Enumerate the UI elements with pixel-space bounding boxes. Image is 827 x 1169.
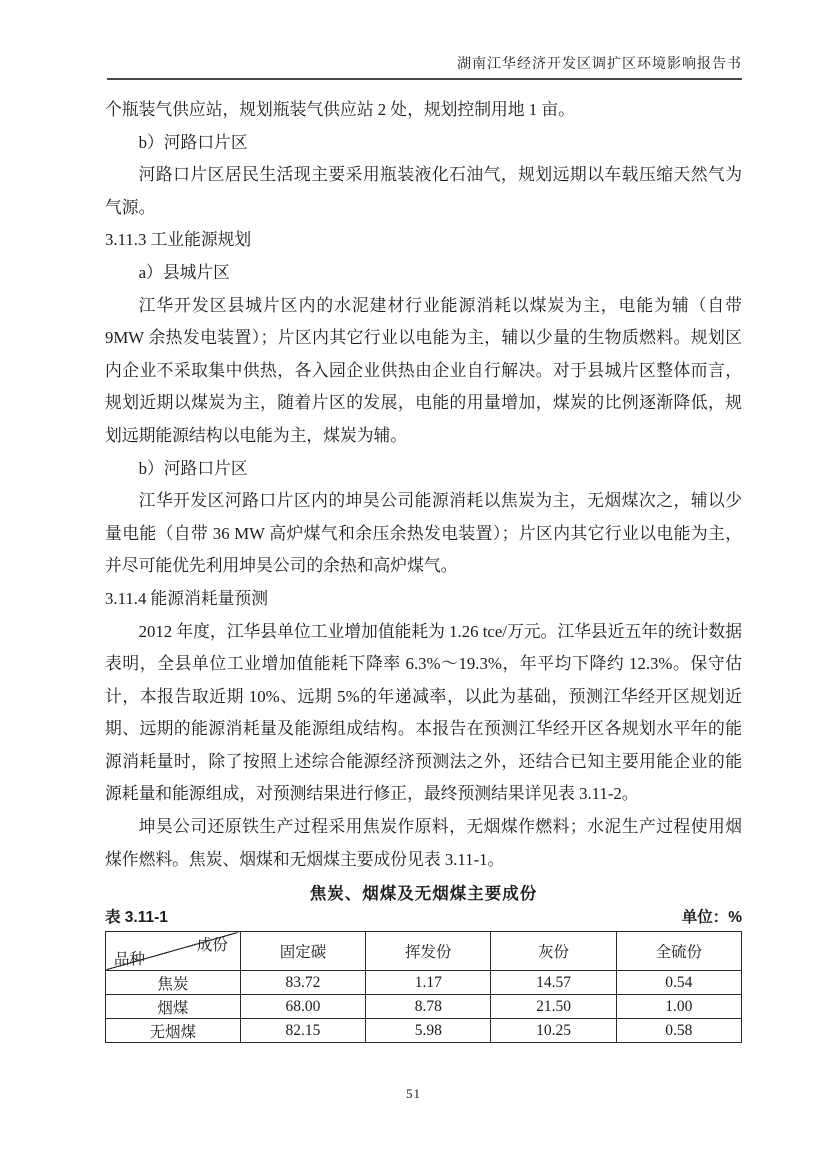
subsection-heading-b-1: b）河路口片区: [138, 132, 248, 152]
column-header-sulfur: 全硫份: [616, 932, 741, 971]
column-header-ash: 灰份: [491, 932, 616, 971]
table-caption-row: [105, 908, 742, 928]
table-header-row: [106, 932, 742, 971]
table-label: 表 3.11-1: [105, 909, 168, 927]
cell-value: 10.25: [491, 1019, 616, 1043]
cell-value: 21.50: [491, 995, 616, 1019]
paragraph-heluokou-industry: 江华开发区河路口片区内的坤昊公司能源消耗以焦炭为主，无烟煤次之，辅以少量电能（自带 36 MW 高炉煤气和余压余热发电装置）；片区内其它行业以电能为主，并尽可能优先利用坤昊公司的余热和高炉煤气。: [105, 491, 742, 576]
composition-table: [105, 931, 742, 1043]
paragraph-heluokou-residential: 河路口片区居民生活现主要采用瓶装液化石油气，规划远期以车载压缩天然气为气源。: [105, 165, 742, 217]
cell-value: 1.00: [616, 995, 741, 1019]
paragraph-continuation: 个瓶装气供应站，规划瓶装气供应站 2 处，规划控制用地 1 亩。: [105, 100, 575, 119]
document-content: [105, 94, 742, 1043]
paragraph-coal-composition: 坤昊公司还原铁生产过程采用焦炭作原料，无烟煤作燃料；水泥生产过程使用烟煤作燃料。焦炭、烟煤和无烟煤主要成份见表 3.11-1。: [105, 817, 742, 869]
corner-label-variety: 品种: [114, 951, 146, 969]
table-row: [106, 995, 742, 1019]
cell-value: 83.72: [240, 971, 365, 995]
row-label: 烟煤: [106, 995, 241, 1019]
cell-value: 8.78: [366, 995, 491, 1019]
section-heading-3-11-4: 3.11.4 能源消耗量预测: [105, 588, 268, 608]
row-label: 焦炭: [106, 971, 241, 995]
corner-label-component: 成份: [196, 937, 228, 955]
column-header-volatile: 挥发份: [366, 932, 491, 971]
table-row: [106, 971, 742, 995]
cell-value: 82.15: [240, 1019, 365, 1043]
subsection-heading-b-2: b）河路口片区: [138, 458, 248, 478]
page-number: 51: [406, 1086, 421, 1101]
column-header-fixed-carbon: 固定碳: [240, 932, 365, 971]
section-heading-3-11-3: 3.11.3 工业能源规划: [105, 230, 252, 250]
cell-value: 1.17: [366, 971, 491, 995]
row-label: 无烟煤: [106, 1019, 241, 1043]
header-title: 湖南江华经济开发区调扩区环境影响报告书: [457, 57, 742, 72]
cell-value: 0.54: [616, 971, 741, 995]
paragraph-energy-forecast: 2012 年度，江华县单位工业增加值能耗为 1.26 tce/万元。江华县近五年的统计数据表明，全县单位工业增加值能耗下降率 6.3%～19.3%，年平均下降约 12.3%。保守估计，本报告取近期 10%、远期 5%的年递减率，以此为基础，预测江华经开区规划近期、远期的能源消耗量及能源组成结构。本报告在预测江华经开区各规划水平年的能源消耗量时，除了按照上述综合能源经济预测法之外，还结合已知主要用能企业的能源耗量和能源组成，对预测结果进行修正，最终预测结果详见表 3.11-2。: [105, 621, 742, 804]
table-unit-label: 单位：%: [681, 909, 742, 927]
page-header: [107, 56, 742, 80]
subsection-heading-a: a）县城片区: [138, 262, 230, 282]
table-title: 焦炭、烟煤及无烟煤主要成份: [309, 885, 538, 904]
cell-value: 0.58: [616, 1019, 741, 1043]
cell-value: 5.98: [366, 1019, 491, 1043]
table-row: [106, 1019, 742, 1043]
cell-value: 68.00: [240, 995, 365, 1019]
corner-cell: [106, 932, 241, 971]
paragraph-county-energy: 江华开发区县城片区内的水泥建材行业能源消耗以煤炭为主，电能为辅（自带 9MW 余热发电装置）；片区内其它行业以电能为主，辅以少量的生物质燃料。规划区内企业不采取集中供热，各入园企业供热由企业自行解决。对于县城片区整体而言，规划近期以煤炭为主，随着片区的发展，电能的用量增加，煤炭的比例逐渐降低，规划远期能源结构以电能为主，煤炭为辅。: [105, 295, 742, 445]
cell-value: 14.57: [491, 971, 616, 995]
